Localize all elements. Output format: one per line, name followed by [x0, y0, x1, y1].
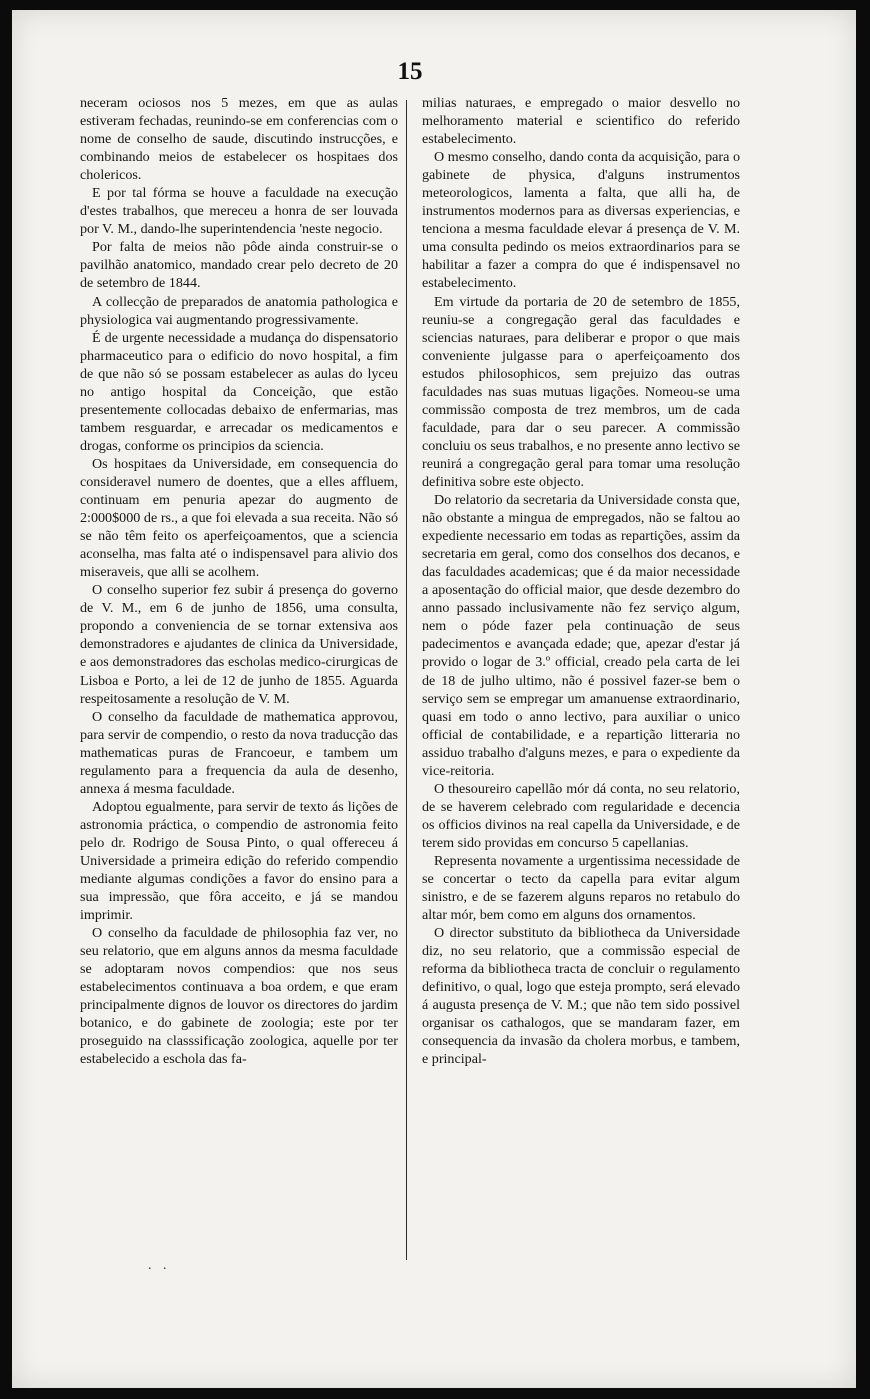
paragraph: O thesoureiro capellão mór dá conta, no seu relatorio, de se haverem celebrado com regularidade e decencia os officios divinos na real capella da Universidade, e de terem sido providas em concurso 5 capellanias.	[422, 780, 740, 851]
paragraph: É de urgente necessidade a mudança do dispensatorio pharmaceutico para o edificio do novo hospital, a fim de que não só se possam estabelecer as aulas do lyceu no antigo hospital da Conceição, que estão presentemente collocadas debaixo de enfermarias, mas tambem resguardar, e arrecadar os medicamentos e drogas, conforme os principios da sciencia.	[80, 329, 398, 454]
paragraph: neceram ociosos nos 5 mezes, em que as aulas estiveram fechadas, reunindo-se em conferencias com o nome de conselho de saude, discutindo instrucções, e combinando meios de estabelecer os hospitaes dos cholericos.	[80, 95, 398, 184]
right-column	[422, 94, 740, 1069]
paragraph: Adoptou egualmente, para servir de texto ás lições de astronomia práctica, o compendio de astronomia feito pelo dr. Rodrigo de Sousa Pinto, o qual offereceu á Universidade a primeira edição do referido compendio mediante algumas condições a favor do ensino para a sua impressão, que fôra acceito, e já se mandou imprimir.	[80, 798, 398, 924]
page-number: 15	[397, 58, 423, 85]
paragraph: O conselho superior fez subir á presença do governo de V. M., em 6 de junho de 1856, uma consulta, propondo a conveniencia de se tornar extensiva aos demonstradores e ajudantes de clinica da Universidade, e aos demonstradores das escholas medico-cirurgicas de Lisboa e Porto, a lei de 12 de junho de 1855. Aguarda respeitosamente a resolução de V. M.	[80, 582, 398, 707]
paragraph: Em virtude da portaria de 20 de setembro de 1855, reuniu-se a congregação geral das faculdades e sciencias naturaes, para deliberar e propor o que mais conveniente julgasse para o aperfeiçoamento dos estudos philosophicos, sem prejuizo das outras faculdades nas suas mutuas ligações. Nomeou-se uma commissão composta de trez membros, um de cada faculdade, para dar o seu parecer. A commissão concluiu os seus trabalhos, e no presente anno lectivo se reunirá a congregação geral para tomar uma resolução definitiva sobre este objecto.	[422, 293, 740, 490]
paragraph: Do relatorio da secretaria da Universidade consta que, não obstante a mingua de empregados, não se faltou ao expediente necessario em todas as repartições, assim da secretaria em geral, como dos conselhos dos decanos, e das faculdades academicas; que é da maior necessidade a aposentação do official maior, que desde dezembro do anno passado inclusivamente não fez serviço algum, nem o póde fazer pela continuação de seus padecimentos e avançada edade; que, apezar d'estar já provido o logar de 3.º official, creado pela carta de lei de 18 de julho ultimo, não é possivel fazer-se bem o serviço sem se empregar um amanuense extraordinario, quasi em todo o anno lectivo, para auxiliar o unico official de contabilidade, e a repartição litteraria no assiduo trabalho d'alguns mezes, e para o expediente da vice-reitoria.	[422, 492, 740, 779]
paragraph: Os hospitaes da Universidade, em consequencia do consideravel numero de doentes, que a elles affluem, continuam em penuria apezar do augmento de 2:000$000 de rs., a que foi elevada a sua receita. Não só se não têm feito os aperfeiçoamentos, que a sciencia aconselha, mas falta até o indispensavel para alivio dos miseraveis, que alli se acolhem.	[80, 455, 398, 581]
paragraph: milias naturaes, e empregado o maior desvello no melhoramento material e scientifico do referido estabelecimento.	[422, 95, 740, 148]
paragraph: O conselho da faculdade de philosophia faz ver, no seu relatorio, que em alguns annos da mesma faculdade se adoptaram novos compendios: que nos seus estabelecimentos continuava a boa ordem, e que eram principalmente dignos de louvor os directores do jardim botanico, e do gabinete de zoologia; este por ter proseguido na classsificação zoologica, aquelle por ter estabelecido a eschola das fa-	[80, 925, 398, 1068]
left-column	[80, 94, 398, 1069]
paragraph: Por falta de meios não pôde ainda construir-se o pavilhão anatomico, mandado crear pelo decreto de 20 de setembro de 1844.	[80, 239, 398, 292]
paragraph: E por tal fórma se houve a faculdade na execução d'estes trabalhos, que mereceu a honra de ser louvada por V. M., dando-lhe superintendencia 'neste negocio.	[80, 185, 398, 238]
paragraph: A collecção de preparados de anatomia pathologica e physiologica vai augmentando progressivamente.	[80, 293, 398, 328]
paragraph: O conselho da faculdade de mathematica approvou, para servir de compendio, o resto da nova traducção das mathematicas puras de Francoeur, e tambem um regulamento para a frequencia da aula de desenho, annexa á mesma faculdade.	[80, 708, 398, 797]
column-divider	[406, 100, 407, 1260]
paragraph: O director substituto da bibliotheca da Universidade diz, no seu relatorio, que a commissão especial de reforma da bibliotheca tracta de concluir o regulamento definitivo, o qual, logo que esteja prompto, será elevado á augusta presença de V. M.; que não tem sido possivel organisar os cathalogos, que se mandaram fazer, em consequencia da invasão da cholera morbus, e tambem, e principal-	[422, 925, 740, 1068]
footer-marks: . .	[148, 1258, 171, 1273]
paragraph: O mesmo conselho, dando conta da acquisição, para o gabinete de physica, d'alguns instrumentos meteorologicos, lamenta a falta, que alli ha, de instrumentos modernos para as diversas experiencias, e tenciona a mesma faculdade elevar á presença de V. M. uma consulta pedindo os meios extraordinarios para se habilitar a fazer a compra do que é indispensavel no estabelecimento.	[422, 149, 740, 292]
paragraph: Representa novamente a urgentissima necessidade de se concertar o tecto da capella para evitar algum sinistro, e de se fazerem alguns reparos no retabulo do altar mór, bem como em alguns dos ornamentos.	[422, 852, 740, 924]
